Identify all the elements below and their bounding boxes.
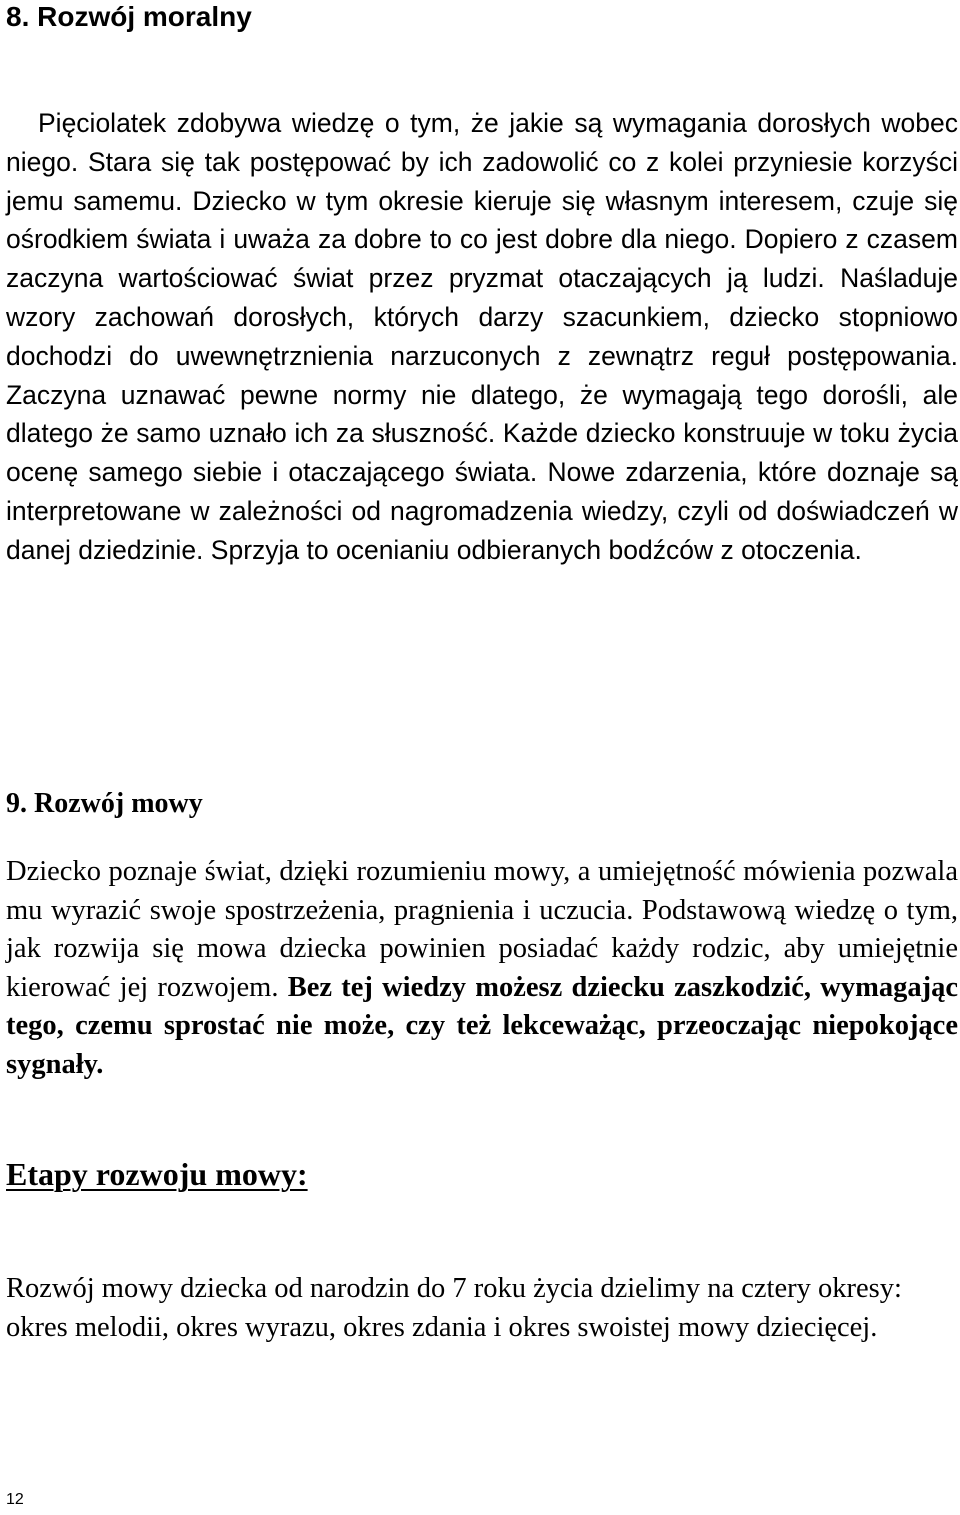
speech-development-text: Dziecko poznaje świat, dzięki rozumieniu mowy, a umiejętność mówienia pozwala mu wyrazić swoje spostrzeżenia, pragnienia i uczucia. Podstawową wiedzę o tym, jak rozwija się mowa dziecka powinien posiadać każdy rodzic, aby umiejętnie kierować jej rozwojem. [6, 856, 958, 1003]
speech-development-paragraph [6, 853, 958, 1085]
speech-development-warning: Bez tej wiedzy możesz dziecku zaszkodzić, wymagając tego, czemu sprostać nie może, czy też lekceważąc, przeoczając niepokojące sygnały. [6, 971, 959, 1080]
speech-stages-paragraph: Rozwój mowy dziecka od narodzin do 7 roku życia dzielimy na cztery okresy: okres melodii, okres wyrazu, okres zdania i okres swoistej mowy dziecięcej. [6, 1273, 902, 1343]
moral-development-paragraph [6, 104, 958, 570]
speech-stages-heading: Etapy rozwoju mowy: [6, 1156, 308, 1192]
moral-development-text: Pięciolatek zdobywa wiedzę o tym, że jakie są wymagania dorosłych wobec niego. Stara się tak postępować by ich zadowolić co z kolei przyniesie korzyści jemu samemu. Dziecko w tym okresie kieruje się własnym interesem, czuje się ośrodkiem świata i uważa za dobre to co jest dobre dla niego. Dopiero z czasem zaczyna wartościować świat przez pryzmat otaczających ją ludzi. Naśladuje wzory zachowań dorosłych, których darzy szacunkiem, dziecko stopniowo dochodzi do uwewnętrznienia narzuconych z zewnątrz reguł postępowania. Zaczyna uznawać pewne normy nie dlatego, że wymagają tego dorośli, ale dlatego że samo uznało ich za słuszność. Każde dziecko konstruuje w toku życia ocenę samego siebie i otaczającego świata. Nowe zdarzenia, które doznaje są interpretowane w zależności od nagromadzenia wiedzy, czyli od doświadczeń w danej dziedzinie. Sprzyja to ocenianiu odbieranych bodźców z otoczenia. [6, 108, 958, 565]
page-number: 12 [6, 1491, 24, 1508]
section-heading-moral-development: 8. Rozwój moralny [6, 1, 252, 32]
section-heading-speech-development: 9. Rozwój mowy [6, 788, 203, 819]
